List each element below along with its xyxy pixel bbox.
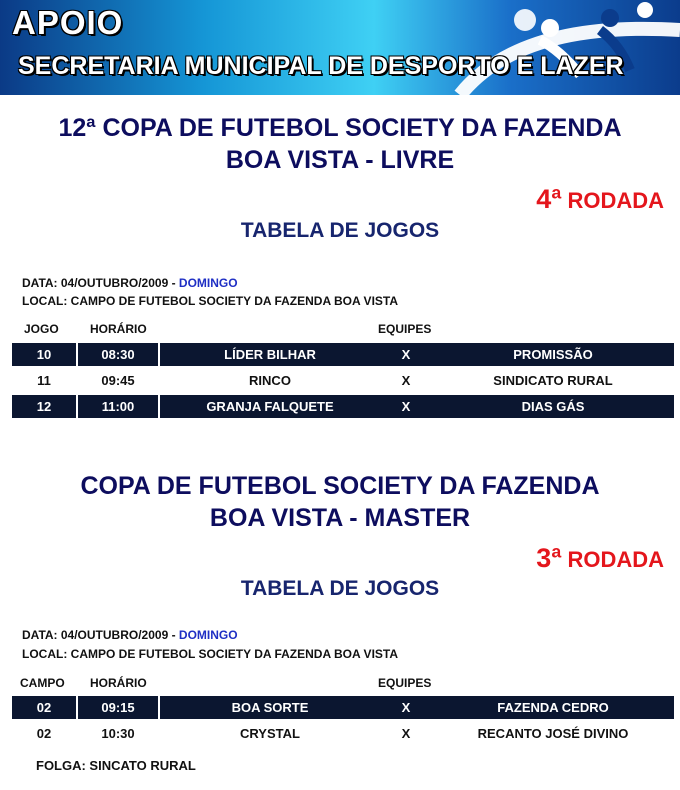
section1-title-line2: BOA VISTA - LIVRE [225,146,455,174]
away-team: PROMISSÃO [432,343,674,366]
section2-date-day: DOMINGO [178,628,238,642]
table-row [12,369,674,392]
section1-rodada [536,184,664,215]
versus: X [380,395,432,418]
folga-note: FOLGA: SINCATO RURAL [36,758,196,773]
section2-tabela-heading: TABELA DE JOGOS [240,577,440,600]
section2-title-line2: BOA VISTA - MASTER [209,504,471,532]
header-banner [0,0,680,95]
section1-header-equipes: EQUIPES [378,322,432,336]
versus: X [401,726,411,741]
section2-rodada [536,543,664,574]
match-time: 09:15 [78,696,158,719]
match-time: 11:00 [78,395,158,418]
section1-date-day: DOMINGO [178,276,238,290]
section1-title-line1: 12ª COPA DE FUTEBOL SOCIETY DA FAZENDA [58,114,622,142]
section2-local: LOCAL: CAMPO DE FUTEBOL SOCIETY DA FAZENDA BOA VISTA [22,647,399,661]
section2-header-horario: HORÁRIO [90,676,147,690]
field-number: 02 [36,726,52,741]
apoio-label: APOIO [12,4,124,41]
section2-header-equipes: EQUIPES [378,676,432,690]
section1-rodada-number: 4ª [536,184,562,214]
section2-date-label: DATA: 04/OUTUBRO/2009 - [22,628,179,642]
match-number: 10 [12,343,76,366]
section2-rodada-number: 3ª [536,543,562,573]
away-team: DIAS GÁS [432,395,674,418]
away-team: SINDICATO RURAL [493,373,613,388]
match-time: 09:45 [101,373,135,388]
section1-date-label: DATA: 04/OUTUBRO/2009 - [22,276,179,290]
section2-rodada-label: RODADA [567,547,664,572]
away-team: RECANTO JOSÉ DIVINO [477,726,629,741]
versus: X [380,696,432,719]
field-number: 02 [12,696,76,719]
section1-header-jogo: JOGO [24,322,59,336]
home-team: LÍDER BILHAR [160,343,380,366]
home-team: BOA SORTE [160,696,380,719]
away-team: FAZENDA CEDRO [432,696,674,719]
section2-header-campo: CAMPO [20,676,65,690]
home-team: GRANJA FALQUETE [160,395,380,418]
section1-date [22,276,238,290]
section2-date [22,628,238,642]
table-row [12,696,674,719]
versus: X [380,343,432,366]
match-time: 08:30 [78,343,158,366]
match-number: 12 [12,395,76,418]
section1-rodada-label: RODADA [567,188,664,213]
table-row [12,722,674,745]
home-team: RINCO [249,373,291,388]
table-row [12,395,674,418]
home-team: CRYSTAL [240,726,300,741]
section1-tabela-heading: TABELA DE JOGOS [240,219,440,242]
table-row [12,343,674,366]
versus: X [401,373,411,388]
section1-header-horario: HORÁRIO [90,322,147,336]
match-time: 10:30 [101,726,135,741]
section2-title-line1: COPA DE FUTEBOL SOCIETY DA FAZENDA [80,472,600,500]
secretaria-title: SECRETARIA MUNICIPAL DE DESPORTO E LAZER [18,52,624,80]
match-number: 11 [37,373,51,388]
section1-local: LOCAL: CAMPO DE FUTEBOL SOCIETY DA FAZENDA BOA VISTA [22,294,399,308]
